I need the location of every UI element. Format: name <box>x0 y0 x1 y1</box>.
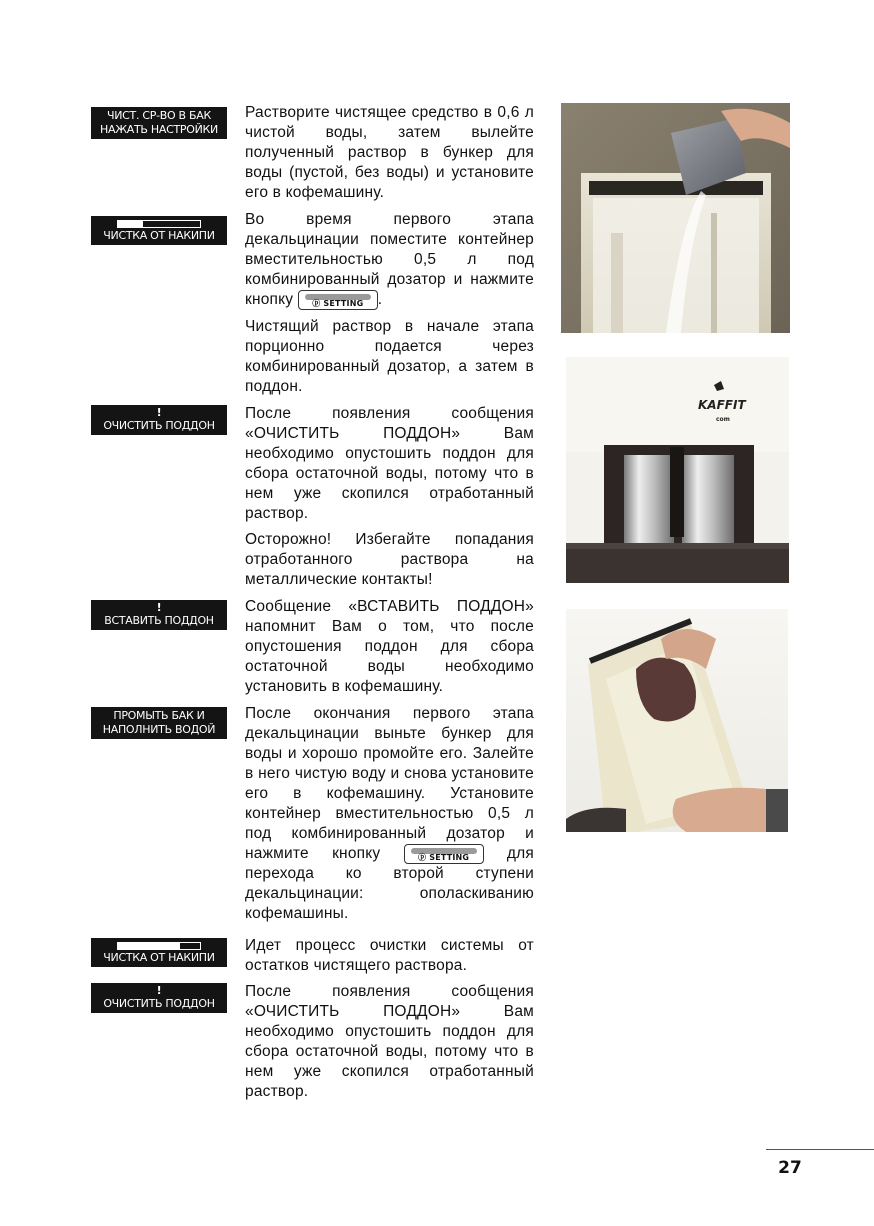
paragraph-first-stage <box>245 210 534 310</box>
progress-bar <box>117 942 201 950</box>
paragraph-rinsing-process: Идет процесс очистки системы от остатков чистящего раствора. <box>245 937 534 974</box>
display-message-empty-tray <box>91 405 227 435</box>
badge-label: ЧИСТКА ОТ НАКИПИ <box>103 229 215 242</box>
page-number: 27 <box>778 1158 802 1178</box>
paragraph-empty-tray: После появления сообщения «ОЧИСТИТЬ ПОДДОН» Вам необходимо опустошить поддон для сбора остаточной воды, потому что в нем уже скопился отработанный раствор. <box>245 405 534 522</box>
setting-label: ⓟ SETTING <box>418 853 470 862</box>
paragraph-text: После окончания первого этапа декальцинации выньте бункер для воды и хорошо промойте его. Залейте в него чистую воду и снова установите его в кофемашину. Установите контейнер вместительностью 0,5 л под комбинированный дозатор и нажмите кнопку <box>245 705 534 862</box>
paragraph-caution: Осторожно! Избегайте попадания отработанного раствора на металлические контакты! <box>245 531 534 588</box>
logo-text: KAFFIT <box>698 398 746 412</box>
badge-line2: НАЖАТЬ НАСТРОЙКИ <box>100 123 218 136</box>
display-message-clean-agent <box>91 107 227 139</box>
display-message-insert-tray <box>91 600 227 630</box>
warning-exclamation-icon: ! <box>156 601 162 614</box>
paragraph-second-stage <box>245 704 534 924</box>
paragraph-text-end: . <box>377 291 383 308</box>
display-message-descaling-progress <box>91 216 227 245</box>
paragraph-solution-dispensed: Чистящий раствор в начале этапа порционно подается через комбинированный дозатор, а затем в поддон. <box>245 318 534 395</box>
paragraph-empty-tray-2: После появления сообщения «ОЧИСТИТЬ ПОДДОН» Вам необходимо опустошить поддон для сбора остаточной воды, потому что в нем уже скопился отработанный раствор. <box>245 983 534 1100</box>
paragraph-text: Во время первого этапа декальцинации поместите контейнер вместительностью 0,5 л под комбинированный дозатор и нажмите кнопку <box>245 211 534 308</box>
paragraph-dissolve-agent: Растворите чистящее средство в 0,6 л чистой воды, затем вылейте полученный раствор в бункер для воды (пустой, без воды) и установите его в кофемашину. <box>245 104 534 201</box>
display-message-empty-tray-2 <box>91 983 227 1013</box>
paragraph-insert-tray: Сообщение «ВСТАВИТЬ ПОДДОН» напомнит Вам о том, что после опустошения поддон для сбора остаточной воды необходимо установить в кофемашину. <box>245 598 534 695</box>
display-message-rinse-tank <box>91 707 227 739</box>
badge-line1: ПРОМЫТЬ БАК И <box>113 709 205 722</box>
badge-line1: ЧИСТ. СР-ВО В БАК <box>107 109 211 122</box>
photo-washing-tank <box>566 609 788 832</box>
badge-label: ОЧИСТИТЬ ПОДДОН <box>103 419 215 432</box>
photo-pouring-agent <box>561 103 790 333</box>
badge-label: ОЧИСТИТЬ ПОДДОН <box>103 997 215 1010</box>
badge-line2: НАПОЛНИТЬ ВОДОЙ <box>102 723 216 736</box>
paragraph-text-end: для перехода ко второй ступени декальцинации: ополаскиванию кофемашины. <box>245 845 534 922</box>
setting-button-icon <box>298 290 378 310</box>
badge-label: ВСТАВИТЬ ПОДДОН <box>104 614 214 627</box>
footer-divider <box>766 1149 874 1150</box>
setting-button-icon <box>404 844 484 864</box>
warning-exclamation-icon: ! <box>156 406 162 419</box>
warning-exclamation-icon: ! <box>156 984 162 997</box>
badge-label: ЧИСТКА ОТ НАКИПИ <box>103 951 215 964</box>
display-message-descaling-progress-2 <box>91 938 227 967</box>
progress-fill <box>118 943 180 949</box>
photo-drip-tray <box>566 357 789 583</box>
progress-bar <box>117 220 201 228</box>
logo-sub-text: com <box>716 416 730 423</box>
progress-fill <box>118 221 143 227</box>
setting-label: ⓟ SETTING <box>312 299 364 308</box>
